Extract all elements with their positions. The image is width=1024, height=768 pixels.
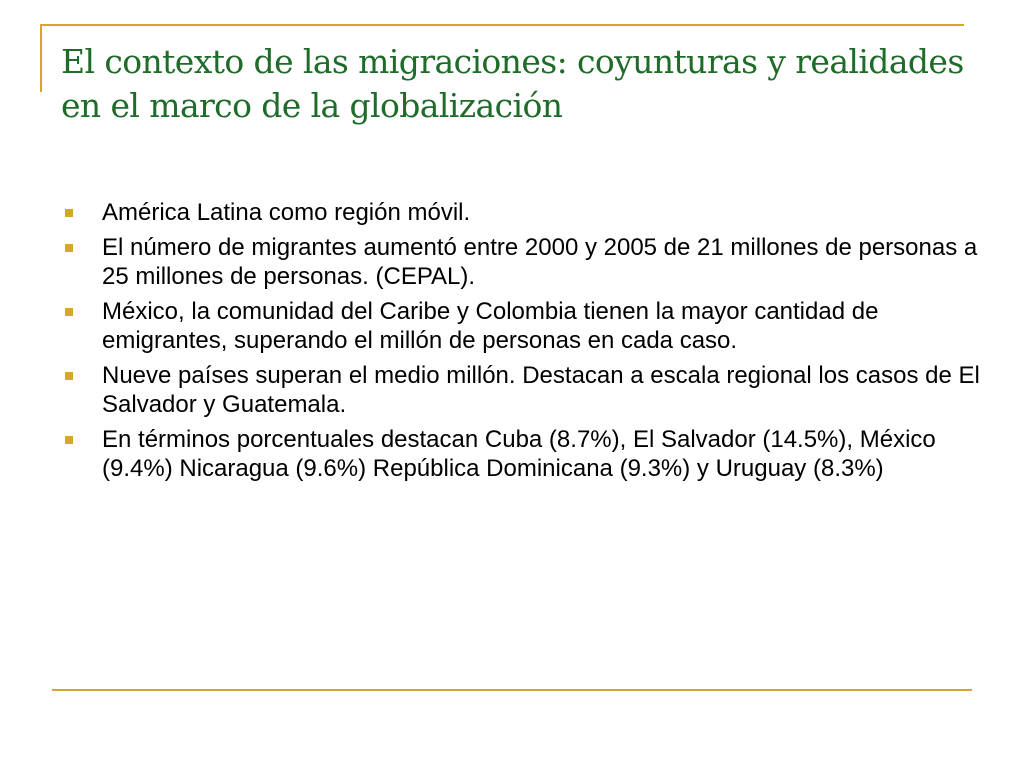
square-bullet-icon	[65, 209, 73, 217]
bullet-text: México, la comunidad del Caribe y Colombia tienen la mayor cantidad de emigrantes, superando el millón de personas en cada caso.	[102, 298, 879, 354]
list-item	[60, 425, 980, 483]
square-bullet-icon	[65, 308, 73, 316]
top-divider	[40, 24, 964, 26]
bullet-text: Nueve países superan el medio millón. Destacan a escala regional los casos de El Salvador y Guatemala.	[102, 362, 980, 418]
list-item	[60, 297, 980, 355]
list-item	[60, 198, 980, 227]
bullet-text: América Latina como región móvil.	[102, 199, 471, 226]
left-divider	[40, 24, 42, 92]
bullet-list	[60, 198, 980, 489]
bullet-text: En términos porcentuales destacan Cuba (8.7%), El Salvador (14.5%), México (9.4%) Nicaragua (9.6%) República Dominicana (9.3%) y Uruguay (8.3%)	[102, 426, 936, 482]
bullet-text: El número de migrantes aumentó entre 2000 y 2005 de 21 millones de personas a 25 millones de personas. (CEPAL).	[102, 234, 978, 290]
square-bullet-icon	[65, 244, 73, 252]
list-item	[60, 361, 980, 419]
list-item	[60, 233, 980, 291]
square-bullet-icon	[65, 436, 73, 444]
bottom-divider	[52, 689, 972, 691]
slide-title: El contexto de las migraciones: coyunturas y realidades en el marco de la globalización	[61, 42, 964, 125]
square-bullet-icon	[65, 372, 73, 380]
